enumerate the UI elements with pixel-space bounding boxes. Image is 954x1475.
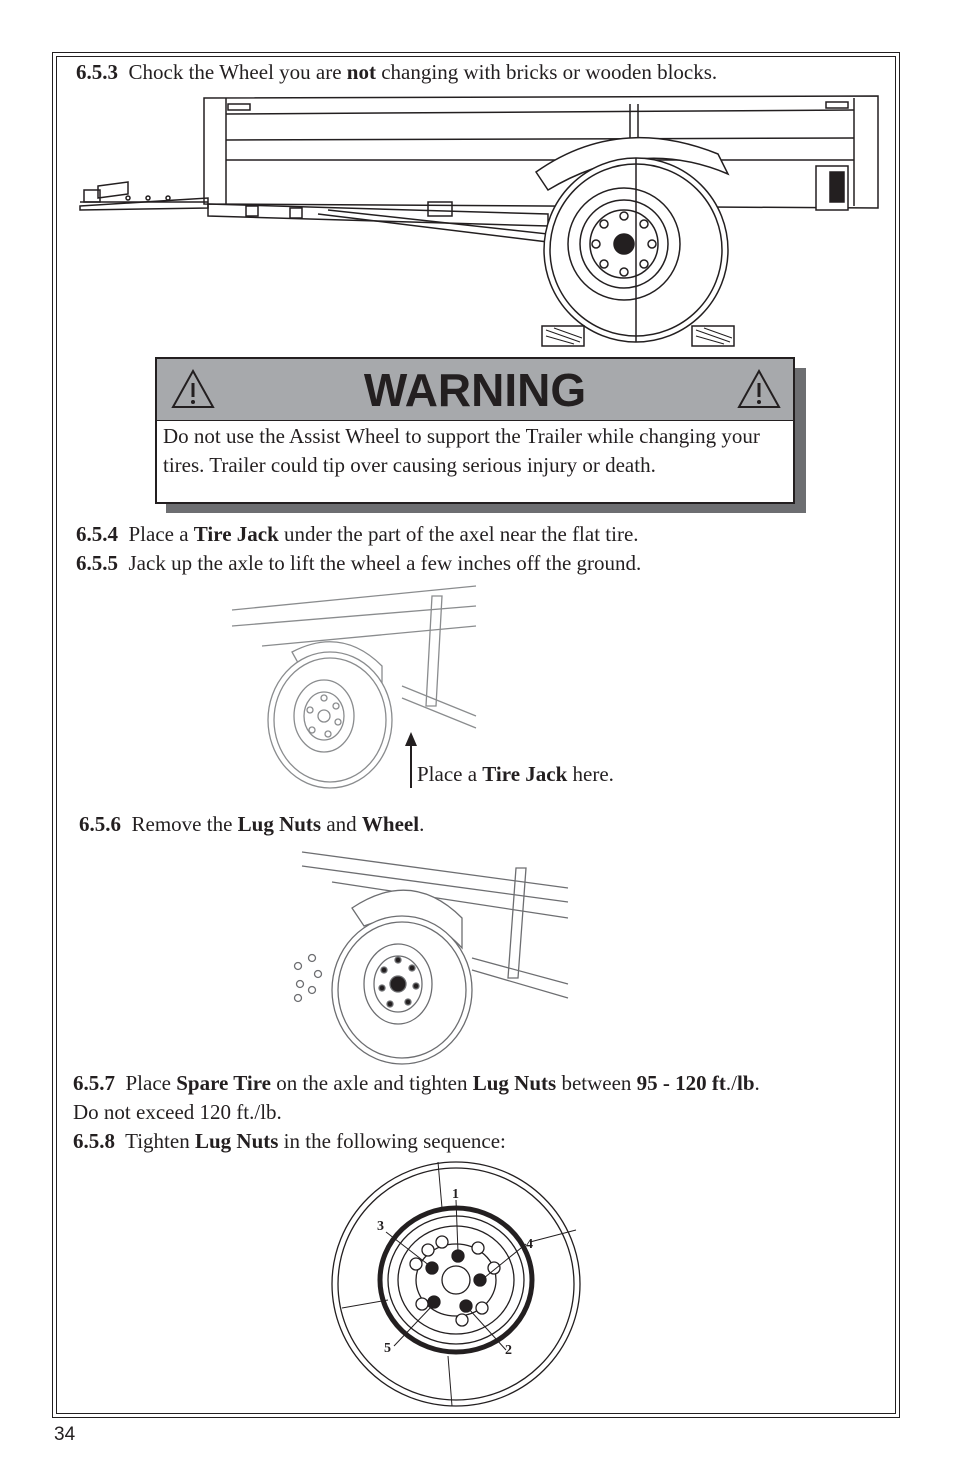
sequence-label-4: 4 — [526, 1237, 533, 1252]
remove-lug-nuts-illustration — [292, 848, 572, 1068]
step-6-5-6: 6.5.6 Remove the Lug Nuts and Wheel. — [79, 812, 425, 836]
warning-text: Do not use the Assist Wheel to support the Trailer while changing your tires. Trailer could tip over causing serious injury or death. — [163, 424, 760, 477]
step-number: 6.5.3 — [76, 60, 118, 84]
sequence-label-1: 1 — [452, 1187, 459, 1202]
step-6-5-7-note: Do not exceed 120 ft./lb. — [73, 1100, 282, 1124]
warning-triangle-icon-right — [737, 369, 781, 409]
warning-header — [157, 359, 793, 421]
step-6-5-5: 6.5.5 Jack up the axle to lift the wheel a few inches off the ground. — [76, 551, 642, 575]
up-arrow-icon — [404, 730, 418, 790]
page-number: 34 — [54, 1424, 76, 1445]
warning-title: WARNING — [363, 364, 587, 416]
sequence-label-5: 5 — [384, 1341, 391, 1356]
step-6-5-4: 6.5.4 Place a Tire Jack under the part of the axel near the flat tire. — [76, 522, 639, 546]
tire-jack-position-illustration — [232, 586, 478, 790]
step-6-5-7: 6.5.7 Place Spare Tire on the axle and tighten Lug Nuts between 95 - 120 ft./lb. — [73, 1071, 760, 1095]
step-6-5-3: 6.5.3 Chock the Wheel you are not changing with bricks or wooden blocks. — [76, 60, 718, 84]
warning-box — [155, 357, 795, 504]
lug-nut-sequence-diagram — [330, 1160, 582, 1410]
trailer-side-view-illustration — [78, 94, 878, 354]
step-6-5-8: 6.5.8 Tighten Lug Nuts in the following sequence: — [73, 1129, 506, 1153]
sequence-label-3: 3 — [377, 1219, 384, 1234]
sequence-label-2: 2 — [505, 1343, 512, 1358]
jack-callout: Place a Tire Jack here. — [417, 762, 614, 786]
